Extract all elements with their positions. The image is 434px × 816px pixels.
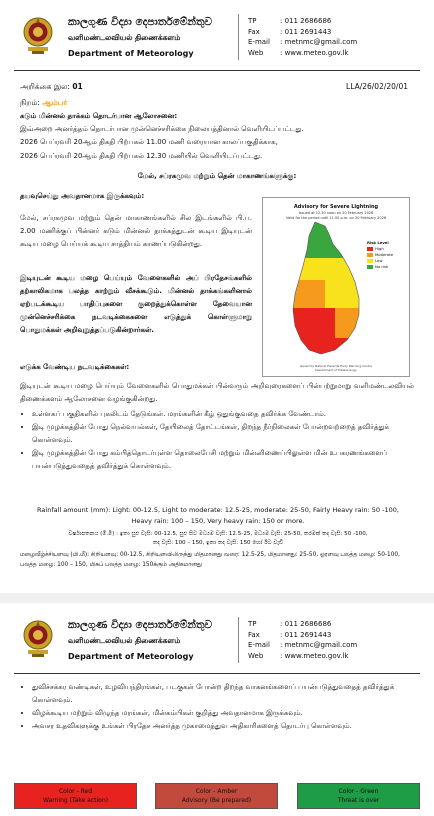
map-subtitle: Issued at 12.30 noon on 20 February 2026 Valid for the period until 11.00 p.m. on 20 February 2026 [285, 211, 387, 220]
list-item: • இடி முழக்கத்தின் போது கம்பித்தொடர்புள்ள தொலைபேசி மற்றும் மின்னிணைப்பிலுள்ள மின் உபகரணங்களைப் பயன்படுத்துவதைத் தவிர்த்துக் கொள்ளவும். [32, 447, 418, 473]
report-no-label: அறிக்கை இல: [20, 82, 70, 91]
attention-heading: தயவுசெய்து அவதானமாக இருக்கவும்: [20, 192, 145, 200]
color-box-amber: Color - Amber Advisory (Be prepared) [155, 783, 278, 809]
header-divider [238, 14, 239, 60]
lightning-risk-map [262, 197, 410, 377]
letterhead [14, 617, 420, 669]
list-item: • உள்ளகப் பகுதிகளில் புகலிடம் தேடுங்கள். மரங்களின் கீழ் ஒதுங்குவதை தவிர்க்க வேண்டாம். [32, 408, 418, 421]
list-item: • இடி முழக்கத்தின் போது நெல்வயல்கள், தேயிலைத் தோட்டங்கள், திறந்த நீர்நிலைகள் போன்றவற்றைத் தவிர்த்துக் கொள்ளவும். [32, 421, 418, 447]
header-rule [14, 70, 420, 71]
map-legend: Risk Level High Moderate Low No risk [367, 240, 394, 269]
paragraph-2: இடியுடன் கூடிய மழை பெய்யும் வேளைகளில் அப் பிரதேசங்களில் தற்காலிகமாக பலத்த காற்றும் வீசக்கூடும். மின்னல் தாக்கங்களினால் ஏற்படக்கூடிய பாதிப்புகளை குறைத்துக்கொள்ள தேவையான முன்னெச்சரிக்கை நடவடிக்கைகளை எடுத்துக் கொள்ளுமாறு பொதுமக்கள் அறிவுறுத்தப்படுகின்றார்கள். [20, 274, 252, 334]
actions-list-1 [20, 408, 418, 473]
advisory-title: கடும் மின்னல் தாக்கம் தொடர்பான ஆலோசனை: [20, 112, 178, 120]
advisory-line-2: 2026 பெப்ரவரி 20ஆம் திகதி பிற்பகல் 11.00 மணி வரையான காலப்பகுதிக்காக, [20, 138, 278, 146]
legend-moderate: Moderate [367, 252, 393, 258]
contact-block [248, 619, 357, 661]
advisory-line-3: 2026 பெப்ரவரி 20ஆம் திகதி பிற்பகல் 12.30 மணியில் வெளியிடப்பட்டது. [20, 152, 263, 160]
report-ref: LLA/26/02/20/01 [346, 82, 408, 91]
map-footer: Issued by Natural Hazards Early Warning Centre Department of Meteorology [299, 364, 373, 372]
org-name-tamil: வளிமண்டலவியல் திணைக்களம் [68, 636, 181, 645]
list-item: • விழக்கூடிய மற்றும் விழுந்த மரங்கள், மின்கம்பிகள் குறித்து அவதானமாக இருக்கவும். [32, 707, 418, 720]
rainfall-scale-sinhala: වර්ෂාපතනය (මි.මී) : ඉතා සුළු වැසි: 00-12.5, සුළු සිට මධ්‍යම වැසි: 12.5-25, මධ්‍යම වැසි: 25-50, තරමක් තද වැසි: 50 -100, තද වැසි: 100 – 150, ඉතා තද වැසි: 150 හෝ ඊට වැඩි [68, 531, 368, 546]
contact-block [248, 16, 357, 58]
rainfall-scale-tamil: மழைவீழ்ச்சியளவு (மி.மீ): சிறியளவு: 00-12.5, சிறியளவிலிருந்து மிதமானது வரை: 12.5-25, மிதமானது: 25-50, ஓரளவு பலத்த மழை: 50-100, பலத்த மழை: 100 – 150, மிகப் பலத்த மழை: 150க்கும் அதிகமானது [20, 552, 400, 568]
rainfall-scale-english: Rainfall amount (mm): Light: 00-12.5, Light to moderate: 12.5-25, moderate: 25-50, Fairly Heavy rain: 50 -100, Heavy rain: 100 – 150, Very heavy rain: 150 or more. [37, 506, 399, 525]
contact-fax: Fax : 011 2691443 [248, 27, 332, 36]
contact-email[interactable]: E-mail : metnmc@gmail.com [248, 641, 358, 649]
org-name-sinhala: කාලගුණ විද්‍යා දෙපාර්තමේන්තුව [68, 619, 213, 631]
actions-intro: இடியுடன் கூடிய மழை பெய்யும் வேளைகளில் பொதுமக்கள் பின்வரும் அறிவுரைகளைப் பின்பற்றுமாறு வளிமண்டலவியல் திணைக்களம் ஆலோசனை வழங்குகின்றது. [20, 382, 414, 403]
paragraph-1: மேல், சப்ரகமுவ மற்றும் தென் மாகாணங்களில் சில இடங்களில் பி.ப. 2.00 மணிக்குப் பின்னர் கடும் மின்னல் தாக்கத்துடன் கூடிய இடியுடன் கூடிய மழை பெய்யக் கூடிய சாத்தியம் காணப்படுகின்றது. [20, 214, 252, 248]
legend-low: Low [367, 258, 393, 264]
government-emblem-icon [22, 14, 54, 56]
actions-heading: எடுக்க வேண்டிய நடவடிக்கைகள்: [20, 363, 130, 371]
legend-high: High [367, 246, 393, 252]
contact-fax: Fax : 011 2691443 [248, 630, 332, 639]
document-page-2 [0, 603, 434, 816]
org-name-tamil: வளிமண்டலவியல் திணைக்களம் [68, 33, 181, 42]
risk-level: ஆம்பர் [42, 98, 68, 107]
header-divider [238, 617, 239, 663]
government-emblem-icon [22, 617, 54, 659]
actions-list-2 [20, 681, 418, 733]
contact-phone: TP : 011 2686686 [248, 620, 332, 628]
org-name-sinhala: කාලගුණ විද්‍යා දෙපාර්තමේන්තුව [68, 16, 213, 28]
color-box-red: Color - Red Warning (Take action) [14, 783, 137, 809]
letterhead [14, 14, 420, 66]
org-name-english: Department of Meteorology [68, 49, 194, 58]
color-box-green: Color - Green Threat is over [297, 783, 420, 809]
advisory-line-1: இவ்அறை அனர்த்தம் தொடர்பான முன்னெச்சரிக்கை நிலையத்தினால் வெளியிடப்பட்டது. [20, 125, 304, 133]
sri-lanka-map-icon [285, 220, 369, 360]
contact-phone: TP : 011 2686686 [248, 17, 332, 25]
list-item: • துவிச்சக்கர வண்டிகள், உழவியந்திரங்கள், படகுகள் போன்ற திறந்த வாகனங்களைப் பயன்படுத்துவதைத் தவிர்த்துக் கொள்ளவும். [32, 681, 418, 707]
report-no: 01 [72, 82, 83, 91]
header-rule [14, 673, 420, 674]
map-title: Advisory for Severe Lightning [293, 204, 379, 210]
contact-web[interactable]: Web : www.meteo.gov.lk [248, 651, 349, 660]
org-name-english: Department of Meteorology [68, 652, 194, 661]
contact-web[interactable]: Web : www.meteo.gov.lk [248, 48, 349, 57]
color-code-legend [14, 783, 420, 811]
risk-color: நிறம்: ஆம்பர் [20, 98, 68, 107]
contact-email[interactable]: E-mail : metnmc@gmail.com [248, 38, 358, 46]
list-item: • அவசர உதவிகளுக்கு உங்கள் பிரதேச அனர்த்த முகாமைத்துவ அதிகாரிகளைத் தொடர்பு கொள்ளவும். [32, 720, 418, 733]
legend-no-risk: No risk [367, 264, 393, 270]
report-meta [20, 82, 412, 92]
region-heading: மேல், சப்ரகமுவ மற்றும் தென் மாகாணங்களுக்கு: [137, 172, 297, 180]
